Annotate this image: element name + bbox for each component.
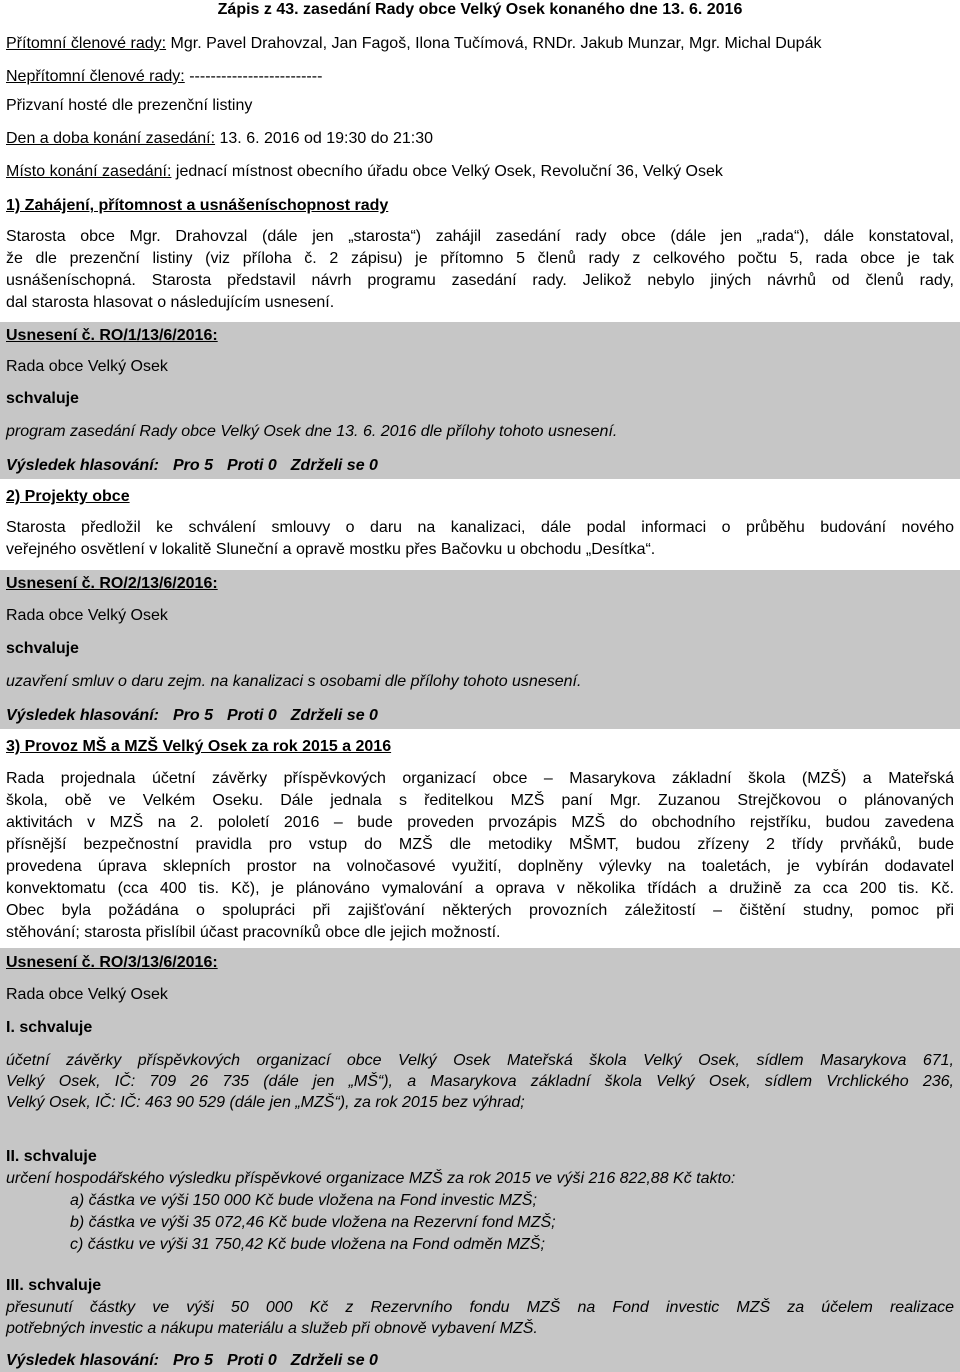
text-line: provedena úprava sklepních prostor na volnočasové využití, doplněny výlevky na toaletách, je vybírán dodavatel xyxy=(6,858,954,875)
text-line: Starosta předložil ke schválení smlouvy o daru na kanalizaci, dále podal informaci o průběhu budování nového xyxy=(6,519,954,536)
document-title: Zápis z 43. zasedání Rady obce Velký Osek konaného dne 13. 6. 2016 xyxy=(217,1,743,18)
place-label: Místo konání zasedání: xyxy=(6,163,172,180)
resolution-block-1 xyxy=(0,322,960,479)
text-line: veřejného osvětlení v lokalitě Sluneční a opravě mostku přes Bačovku u obchodu „Desítka“. xyxy=(6,541,656,558)
resolution-block-2 xyxy=(0,570,960,729)
vote-for: Pro 5 xyxy=(172,707,213,724)
text-line: přísnější bezpečnostní pravidla pro vstup do MZŠ dle metodiky MŠMT, budou zřízeny 2 třídy prvňáků, bude xyxy=(6,836,954,853)
vote-abstain: Zdrželi se 0 xyxy=(290,457,378,474)
vote-label: Výsledek hlasování: xyxy=(6,1352,159,1369)
allocation-item-a: a) částka ve výši 150 000 Kč bude vložena na Fond investic MZŠ; xyxy=(70,1192,537,1209)
text-line: aktivitách v MZŠ na 2. pololetí 2016 – bude proveden prvozápis MZŠ do obchodního rejstříku, budou zavedena xyxy=(6,814,954,831)
text-line: škola, obě ve Velkém Oseku. Dále jednala s ředitelkou MZŠ paní Mgr. Zuzanou Strejčkovou o plánovaných xyxy=(6,792,954,809)
present-members xyxy=(6,34,954,54)
absent-label: Nepřítomní členové rady: xyxy=(6,68,185,85)
allocation-item-c: c) částku ve výši 31 750,42 Kč bude vložena na Fond odměn MZŠ; xyxy=(70,1236,545,1253)
allocation-item-b: b) částka ve výši 35 072,46 Kč bude vložena na Rezervní fond MZŠ; xyxy=(70,1214,556,1231)
vote-result xyxy=(6,456,954,476)
section-heading-3: 3) Provoz MŠ a MZŠ Velký Osek za rok 2015 a 2016 xyxy=(6,738,392,755)
text-line: Velký Osek, IČ: 709 26 735 (dále jen „MŠ“), a Masarykova základní škola Velký Osek, sídlem Vrchlického 236, xyxy=(6,1073,954,1090)
text-line: účetní závěrky příspěvkových organizací obce Velký Osek Mateřská škola Velký Osek, sídlem Masarykova 671, xyxy=(6,1052,954,1069)
text-line: Starosta obce Mgr. Drahovzal (dále jen „starosta“) zahájil zasedání rady obce (dále jen „rada“), dále konstatoval, xyxy=(6,228,954,245)
section-heading-1: 1) Zahájení, přítomnost a usnášeníschopnost rady xyxy=(6,197,389,214)
text-line: stěhování; starosta přislíbil účast pracovníků obce dle jejich možností. xyxy=(6,924,501,941)
text-line: Velký Osek, IČ: IČ: 463 90 529 (dále jen „MZŠ“), za rok 2015 bez výhrad; xyxy=(6,1094,525,1111)
absent-members xyxy=(6,67,954,87)
vote-for: Pro 5 xyxy=(172,457,213,474)
resolution-number: Usnesení č. RO/3/13/6/2016: xyxy=(6,954,218,971)
vote-against: Proti 0 xyxy=(226,707,277,724)
text-line: usnášeníschopná. Starosta představil návrh programu zasedání rady. Jelikož nebylo jiných návrhů od členů rady, xyxy=(6,272,954,289)
vote-result xyxy=(6,1351,954,1371)
section-heading-2: 2) Projekty obce xyxy=(6,488,130,505)
resolution-text: program zasedání Rady obce Velký Osek dne 13. 6. 2016 dle přílohy tohoto usnesení. xyxy=(6,423,618,440)
text-line: Rada projednala účetní závěrky příspěvkových organizací obce – Masarykova základní škola (MZŠ) a Mateřská xyxy=(6,770,954,787)
resolution-verb: schvaluje xyxy=(6,640,79,657)
text-line: potřebných investic a nákupu materiálu a služeb při obnově vybavení MZŠ. xyxy=(6,1320,538,1337)
section-text-1 xyxy=(6,226,954,314)
vote-abstain: Zdrželi se 0 xyxy=(290,707,378,724)
vote-abstain: Zdrželi se 0 xyxy=(290,1352,378,1369)
vote-against: Proti 0 xyxy=(226,457,277,474)
vote-against: Proti 0 xyxy=(226,1352,277,1369)
vote-label: Výsledek hlasování: xyxy=(6,457,159,474)
resolution-block-3 xyxy=(0,948,960,1372)
meeting-datetime xyxy=(6,129,954,149)
vote-label: Výsledek hlasování: xyxy=(6,707,159,724)
text-line: že dle prezenční listiny (viz příloha č. 2 zápisu) je přítomno 5 členů rady z celkového počtu 5, rada obce je tak xyxy=(6,250,954,267)
resolution-verb-2: II. schvaluje xyxy=(6,1148,97,1165)
section-text-2 xyxy=(6,517,954,561)
resolution-body: Rada obce Velký Osek xyxy=(6,986,168,1003)
resolution-verb: schvaluje xyxy=(6,390,79,407)
resolution-text-1 xyxy=(6,1050,954,1113)
resolution-text-2: určení hospodářského výsledku příspěvkové organizace MZŠ za rok 2015 ve výši 216 822,88 Kč takto: xyxy=(6,1170,736,1187)
present-label: Přítomní členové rady: xyxy=(6,35,167,52)
absent-value: ------------------------- xyxy=(189,68,323,85)
text-line: konvektomatu (cca 400 tis. Kč), je plánováno vymalování a oprava v několika třídách a družině za cca 200 tis. Kč. xyxy=(6,880,954,897)
meeting-place xyxy=(6,162,954,182)
resolution-verb-3: III. schvaluje xyxy=(6,1277,102,1294)
text-line: Obec byla požádána o spolupráci při zajišťování některých provozních záležitostí – čištění studny, pomoc při xyxy=(6,902,954,919)
guests-line: Přizvaní hosté dle prezenční listiny xyxy=(6,97,253,114)
text-line: přesunutí částky ve výši 50 000 Kč z Rezervního fondu MZŠ na Fond investic MZŠ za účelem realizace xyxy=(6,1299,954,1316)
resolution-verb-1: I. schvaluje xyxy=(6,1019,93,1036)
section-text-3 xyxy=(6,768,954,944)
resolution-text-3 xyxy=(6,1297,954,1339)
resolution-number: Usnesení č. RO/1/13/6/2016: xyxy=(6,327,218,344)
place-value: jednací místnost obecního úřadu obce Velký Osek, Revoluční 36, Velký Osek xyxy=(175,163,723,180)
resolution-body: Rada obce Velký Osek xyxy=(6,358,168,375)
datetime-value: 13. 6. 2016 od 19:30 do 21:30 xyxy=(219,130,434,147)
resolution-body: Rada obce Velký Osek xyxy=(6,607,168,624)
text-line: dal starosta hlasovat o následujícím usnesení. xyxy=(6,294,335,311)
datetime-label: Den a doba konání zasedání: xyxy=(6,130,216,147)
vote-for: Pro 5 xyxy=(172,1352,213,1369)
present-value: Mgr. Pavel Drahovzal, Jan Fagoš, Ilona Tučímová, RNDr. Jakub Munzar, Mgr. Michal Dupák xyxy=(170,35,822,52)
resolution-number: Usnesení č. RO/2/13/6/2016: xyxy=(6,575,218,592)
vote-result xyxy=(6,706,954,726)
resolution-text: uzavření smluv o daru zejm. na kanalizaci s osobami dle přílohy tohoto usnesení. xyxy=(6,673,582,690)
